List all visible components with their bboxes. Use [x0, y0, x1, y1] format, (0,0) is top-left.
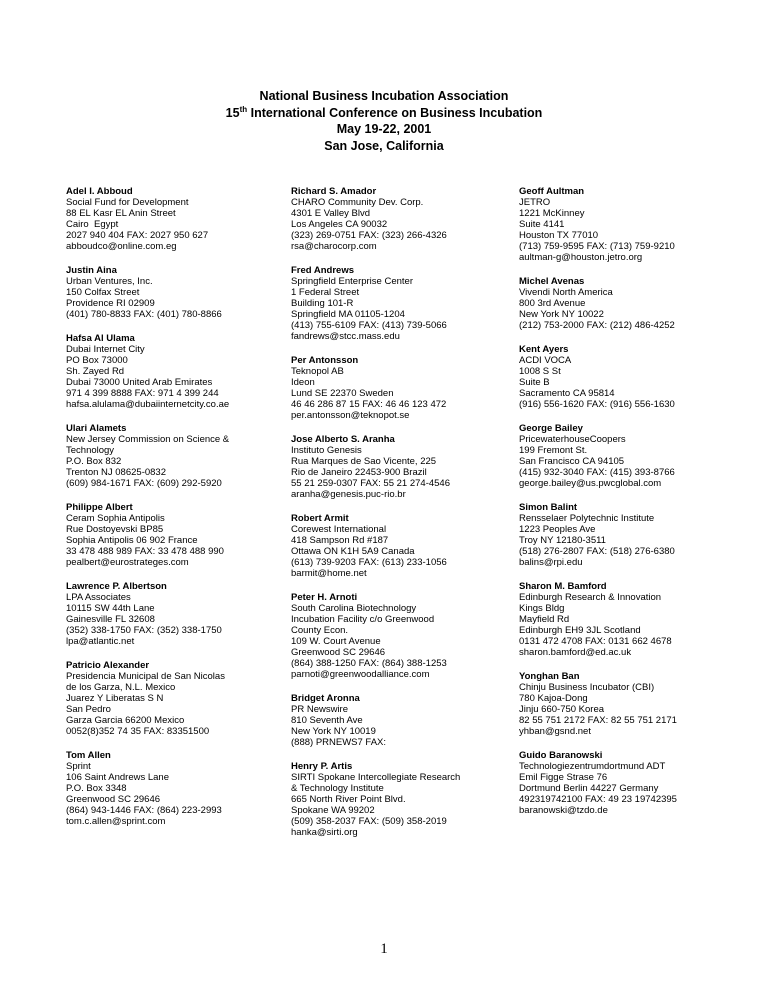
contact-detail-line: Dubai 73000 United Arab Emirates	[66, 377, 213, 388]
contact-entry	[291, 355, 509, 421]
directory-column	[291, 186, 509, 851]
contact-detail-line: tom.c.allen@sprint.com	[66, 816, 166, 827]
contact-entry	[519, 423, 737, 489]
contact-detail-line: 0131 472 4708 FAX: 0131 662 4678	[519, 636, 672, 647]
contact-detail-line: Sacramento CA 95814	[519, 388, 615, 399]
contact-detail-line: 46 46 286 87 15 FAX: 46 46 123 472	[291, 399, 447, 410]
contact-detail-line: Houston TX 77010	[519, 230, 599, 241]
contact-detail-line: 780 Kajoa-Dong	[519, 693, 588, 704]
contact-detail-line: lpa@atlantic.net	[66, 636, 135, 647]
contact-name: Michel Avenas	[519, 276, 585, 287]
contact-detail-line: baranowski@tzdo.de	[519, 805, 608, 816]
contact-name: Richard S. Amador	[291, 186, 377, 197]
contact-detail-line: aranha@genesis.puc-rio.br	[291, 489, 406, 500]
contact-detail-line: (323) 269-0751 FAX: (323) 266-4326	[291, 230, 447, 241]
contact-detail-line: 4301 E Valley Blvd	[291, 208, 371, 219]
contact-detail-line: (713) 759-9595 FAX: (713) 759-9210	[519, 241, 675, 252]
contact-detail-line: 55 21 259-0307 FAX: 55 21 274-4546	[291, 478, 450, 489]
contact-detail-line: 88 EL Kasr EL Anin Street	[66, 208, 176, 219]
contact-detail-line: (613) 739-9203 FAX: (613) 233-1056	[291, 557, 447, 568]
title-line-location: San Jose, California	[324, 138, 444, 153]
contact-entry	[66, 186, 284, 252]
contact-detail-line: Teknopol AB	[291, 366, 344, 377]
title-line-association: National Business Incubation Association	[259, 89, 509, 103]
contact-name: Kent Ayers	[519, 344, 569, 355]
contact-detail-line: 1223 Peoples Ave	[519, 524, 596, 535]
contact-detail-line: barmit@home.net	[291, 568, 367, 579]
contact-detail-line: Springfield MA 01105-1204	[291, 309, 405, 320]
contact-name: Henry P. Artis	[291, 761, 353, 772]
contact-name: Geoff Aultman	[519, 186, 585, 197]
contact-detail-line: 106 Saint Andrews Lane	[66, 772, 169, 783]
contact-detail-line: Vivendi North America	[519, 287, 613, 298]
contact-detail-line: 150 Colfax Street	[66, 287, 140, 298]
contact-detail-line: 492319742100 FAX: 49 23 19742395	[519, 794, 677, 805]
contact-detail-line: balins@rpi.edu	[519, 557, 583, 568]
contact-detail-line: Sprint	[66, 761, 91, 772]
contact-detail-line: Rio de Janeiro 22453-900 Brazil	[291, 467, 427, 478]
contact-detail-line: PR Newswire	[291, 704, 349, 715]
conference-title	[0, 88, 768, 154]
contact-detail-line: Emil Figge Strase 76	[519, 772, 608, 783]
contact-detail-line: Providence RI 02909	[66, 298, 155, 309]
contact-detail-line: Urban Ventures, Inc.	[66, 276, 153, 287]
contact-detail-line: & Technology Institute	[291, 783, 384, 794]
contact-detail-line: San Francisco CA 94105	[519, 456, 625, 467]
contact-detail-line: Rua Marques de Sao Vicente, 225	[291, 456, 437, 467]
contact-detail-line: Chinju Business Incubator (CBI)	[519, 682, 655, 693]
contact-detail-line: parnoti@greenwoodalliance.com	[291, 669, 430, 680]
title-line-conference	[0, 105, 768, 122]
title-line-dates: May 19-22, 2001	[336, 122, 432, 136]
contact-name: Lawrence P. Albertson	[66, 581, 167, 592]
contact-entry	[291, 513, 509, 579]
contact-detail-line: New York NY 10019	[291, 726, 376, 737]
contact-detail-line: Lund SE 22370 Sweden	[291, 388, 394, 399]
contact-entry	[519, 186, 737, 263]
contact-entry	[66, 265, 284, 320]
contact-detail-line: (888) PRNEWS7 FAX:	[291, 737, 387, 748]
contact-detail-line: (413) 755-6109 FAX: (413) 739-5066	[291, 320, 447, 331]
contact-detail-line: 1 Federal Street	[291, 287, 360, 298]
contact-detail-line: (518) 276-2807 FAX: (518) 276-6380	[519, 546, 675, 557]
contact-detail-line: Edinburgh EH9 3JL Scotland	[519, 625, 641, 636]
contact-detail-line: Rue Dostoyevski BP85	[66, 524, 164, 535]
contact-entry	[519, 344, 737, 410]
contact-detail-line: SIRTI Spokane Intercollegiate Research	[291, 772, 461, 783]
contact-detail-line: Mayfield Rd	[519, 614, 570, 625]
contact-entry	[291, 186, 509, 252]
contact-detail-line: rsa@charocorp.com	[291, 241, 377, 252]
contact-detail-line: hanka@sirti.org	[291, 827, 358, 838]
contact-name: Fred Andrews	[291, 265, 354, 276]
contact-detail-line: Trenton NJ 08625-0832	[66, 467, 166, 478]
contact-detail-line: 1221 McKinney	[519, 208, 585, 219]
contact-detail-line: P.O. Box 832	[66, 456, 122, 467]
contact-detail-line: pealbert@eurostrateges.com	[66, 557, 189, 568]
contact-entry	[66, 502, 284, 568]
title-conference-rest: International Conference on Business Incubation	[247, 105, 543, 120]
contact-entry	[519, 276, 737, 331]
contact-detail-line: Spokane WA 99202	[291, 805, 375, 816]
contact-detail-line: yhban@gsnd.net	[519, 726, 591, 737]
contact-name: Per Antonsson	[291, 355, 359, 366]
contact-detail-line: 810 Seventh Ave	[291, 715, 363, 726]
contact-name: Philippe Albert	[66, 502, 133, 513]
contact-detail-line: South Carolina Biotechnology	[291, 603, 417, 614]
contact-detail-line: Suite B	[519, 377, 550, 388]
contact-detail-line: Cairo Egypt	[66, 219, 119, 230]
contact-name: Adel I. Abboud	[66, 186, 133, 197]
contact-detail-line: 2027 940 404 FAX: 2027 950 627	[66, 230, 209, 241]
contact-entry	[291, 434, 509, 500]
contact-name: Hafsa Al Ulama	[66, 333, 135, 344]
contact-detail-line: County Econ.	[291, 625, 349, 636]
contact-entry	[66, 750, 284, 827]
contact-detail-line: Springfield Enterprise Center	[291, 276, 413, 287]
contact-detail-line: Building 101-R	[291, 298, 354, 309]
contact-name: Robert Armit	[291, 513, 349, 524]
contact-detail-line: New York NY 10022	[519, 309, 604, 320]
contact-name: George Bailey	[519, 423, 583, 434]
contact-detail-line: Dubai Internet City	[66, 344, 145, 355]
contact-entry	[66, 333, 284, 410]
contact-name: Peter H. Arnoti	[291, 592, 358, 603]
contact-detail-line: Troy NY 12180-3511	[519, 535, 606, 546]
contact-detail-line: (864) 388-1250 FAX: (864) 388-1253	[291, 658, 447, 669]
contact-detail-line: aultman-g@houston.jetro.org	[519, 252, 643, 263]
contact-detail-line: fandrews@stcc.mass.edu	[291, 331, 400, 342]
contact-detail-line: Sh. Zayed Rd	[66, 366, 125, 377]
contact-detail-line: 1008 S St	[519, 366, 561, 377]
contact-entry	[291, 693, 509, 748]
directory-column	[519, 186, 737, 829]
contact-detail-line: San Pedro	[66, 704, 111, 715]
title-conference-number: 15	[225, 105, 240, 120]
contact-detail-line: Social Fund for Development	[66, 197, 189, 208]
contact-entry	[291, 265, 509, 342]
contact-detail-line: Technology	[66, 445, 115, 456]
contact-detail-line: LPA Associates	[66, 592, 131, 603]
contact-detail-line: 665 North River Point Blvd.	[291, 794, 406, 805]
contact-entry	[519, 502, 737, 568]
contact-detail-line: Greenwood SC 29646	[291, 647, 386, 658]
contact-entry	[291, 592, 509, 680]
contact-detail-line: 109 W. Court Avenue	[291, 636, 381, 647]
contact-detail-line: Kings Bldg	[519, 603, 565, 614]
contact-name: Justin Aina	[66, 265, 117, 276]
contact-detail-line: Rensselaer Polytechnic Institute	[519, 513, 655, 524]
contact-detail-line: 800 3rd Avenue	[519, 298, 586, 309]
contact-entry	[519, 671, 737, 737]
contact-detail-line: Presidencia Municipal de San Nicolas	[66, 671, 225, 682]
contact-detail-line: per.antonsson@teknopot.se	[291, 410, 410, 421]
contact-entry	[66, 581, 284, 647]
contact-detail-line: Greenwood SC 29646	[66, 794, 161, 805]
contact-detail-line: Corewest International	[291, 524, 387, 535]
contact-detail-line: 199 Fremont St.	[519, 445, 588, 456]
contact-detail-line: Suite 4141	[519, 219, 565, 230]
contact-detail-line: 10115 SW 44th Lane	[66, 603, 155, 614]
contact-entry	[519, 750, 737, 816]
contact-detail-line: P.O. Box 3348	[66, 783, 127, 794]
contact-detail-line: Los Angeles CA 90032	[291, 219, 388, 230]
contact-name: Bridget Aronna	[291, 693, 360, 704]
contact-detail-line: (401) 780-8833 FAX: (401) 780-8866	[66, 309, 222, 320]
contact-detail-line: JETRO	[519, 197, 551, 208]
contact-name: Yonghan Ban	[519, 671, 580, 682]
contact-detail-line: george.bailey@us.pwcglobal.com	[519, 478, 662, 489]
contact-name: Jose Alberto S. Aranha	[291, 434, 395, 445]
contact-detail-line: New Jersey Commission on Science &	[66, 434, 230, 445]
directory-column	[66, 186, 284, 840]
contact-name: Patricio Alexander	[66, 660, 150, 671]
contact-detail-line: (916) 556-1620 FAX: (916) 556-1630	[519, 399, 675, 410]
title-conference-ordinal: th	[239, 104, 248, 114]
contact-detail-line: Ottawa ON K1H 5A9 Canada	[291, 546, 415, 557]
contact-detail-line: Dortmund Berlin 44227 Germany	[519, 783, 659, 794]
contact-detail-line: 82 55 751 2172 FAX: 82 55 751 2171	[519, 715, 677, 726]
contact-detail-line: Juarez Y Liberatas S N	[66, 693, 164, 704]
contact-detail-line: Instituto Genesis	[291, 445, 362, 456]
contact-name: Simon Balint	[519, 502, 578, 513]
contact-detail-line: Technologiezentrumdortmund ADT	[519, 761, 666, 772]
contact-detail-line: 971 4 399 8888 FAX: 971 4 399 244	[66, 388, 219, 399]
contact-detail-line: hafsa.alulama@dubaiinternetcity.co.ae	[66, 399, 230, 410]
contact-detail-line: Ideon	[291, 377, 315, 388]
contact-detail-line: Gainesville FL 32608	[66, 614, 155, 625]
contact-detail-line: (609) 984-1671 FAX: (609) 292-5920	[66, 478, 222, 489]
contact-detail-line: PricewaterhouseCoopers	[519, 434, 626, 445]
contact-detail-line: (864) 943-1446 FAX: (864) 223-2993	[66, 805, 222, 816]
contact-entry	[66, 423, 284, 489]
contact-detail-line: 418 Sampson Rd #187	[291, 535, 389, 546]
contact-detail-line: Jinju 660-750 Korea	[519, 704, 605, 715]
contact-detail-line: Edinburgh Research & Innovation	[519, 592, 662, 603]
page-number: 1	[380, 941, 388, 957]
contact-detail-line: PO Box 73000	[66, 355, 128, 366]
contact-name: Ulari Alamets	[66, 423, 127, 434]
contact-name: Sharon M. Bamford	[519, 581, 607, 592]
contact-detail-line: 33 478 488 989 FAX: 33 478 488 990	[66, 546, 224, 557]
contact-detail-line: (212) 753-2000 FAX: (212) 486-4252	[519, 320, 675, 331]
contact-detail-line: (509) 358-2037 FAX: (509) 358-2019	[291, 816, 447, 827]
contact-detail-line: Sophia Antipolis 06 902 France	[66, 535, 198, 546]
contact-detail-line: ACDI VOCA	[519, 355, 572, 366]
contact-entry	[291, 761, 509, 838]
contact-detail-line: 0052(8)352 74 35 FAX: 83351500	[66, 726, 210, 737]
contact-detail-line: abboudco@online.com.eg	[66, 241, 177, 252]
contact-detail-line: CHARO Community Dev. Corp.	[291, 197, 424, 208]
contact-detail-line: Garza Garcia 66200 Mexico	[66, 715, 185, 726]
contact-entry	[519, 581, 737, 658]
contact-name: Guido Baranowski	[519, 750, 603, 761]
contact-entry	[66, 660, 284, 737]
contact-detail-line: (352) 338-1750 FAX: (352) 338-1750	[66, 625, 222, 636]
contact-detail-line: Ceram Sophia Antipolis	[66, 513, 165, 524]
contact-detail-line: sharon.bamford@ed.ac.uk	[519, 647, 632, 658]
contact-detail-line: Incubation Facility c/o Greenwood	[291, 614, 435, 625]
contact-name: Tom Allen	[66, 750, 111, 761]
contact-detail-line: de los Garza, N.L. Mexico	[66, 682, 176, 693]
contact-detail-line: (415) 932-3040 FAX: (415) 393-8766	[519, 467, 675, 478]
